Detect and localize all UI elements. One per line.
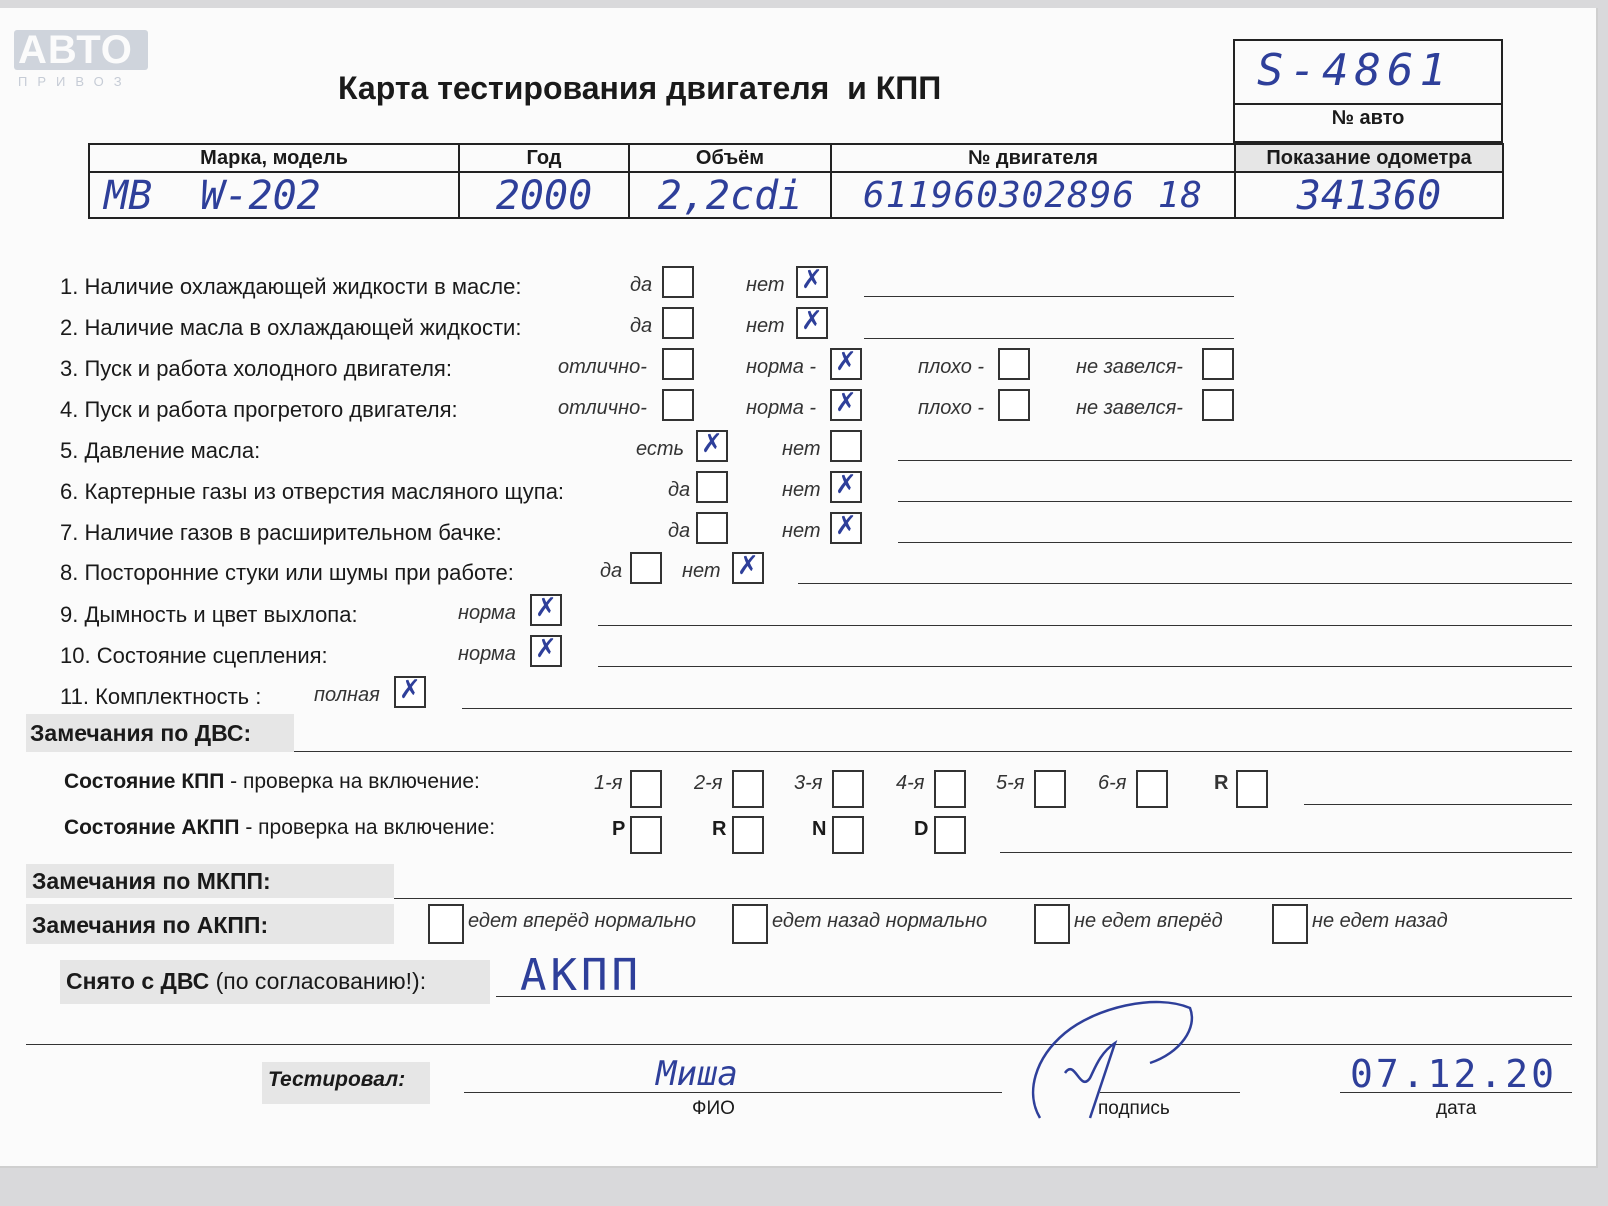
check-mark: ✗ (535, 634, 557, 664)
checkbox-da[interactable] (696, 471, 728, 503)
check-mark: ✗ (835, 388, 857, 418)
option-label: да (600, 560, 623, 582)
position-r-checkbox[interactable] (732, 816, 764, 854)
position-label: R (712, 818, 727, 840)
option-label: отлично- (558, 397, 647, 419)
option-label: да (630, 274, 653, 296)
auto-remarks-label: Замечания по АКПП: (32, 912, 269, 938)
manual-gearbox-label: Состояние КПП - проверка на включение: (64, 770, 480, 793)
option-label: нет (746, 315, 785, 337)
position-label: D (914, 818, 929, 840)
checkbox-plokho[interactable] (998, 348, 1030, 380)
tested-by-label: Тестировал: (268, 1068, 406, 1091)
year-caption: Год (460, 145, 628, 173)
checkbox-norma[interactable] (830, 348, 862, 380)
gear-4-checkbox[interactable] (934, 770, 966, 808)
name-line (464, 1092, 1002, 1093)
notes-line (898, 501, 1572, 502)
checkbox-net[interactable] (830, 512, 862, 544)
item-number: 3. (60, 356, 79, 381)
checkbox-otlichno[interactable] (662, 348, 694, 380)
gear-1-checkbox[interactable] (630, 770, 662, 808)
item-number: 9. (60, 602, 79, 627)
separator-line (26, 1044, 1572, 1045)
gear-label: R (1214, 772, 1229, 794)
gear-r-checkbox[interactable] (1236, 770, 1268, 808)
option-label: не завелся- (1076, 356, 1183, 378)
checkbox-norma[interactable] (830, 389, 862, 421)
tester-name-value: Миша (656, 1054, 738, 1094)
removed-label: Снято с ДВС (по согласованию!): (66, 968, 427, 994)
item-number: 2. (60, 315, 79, 340)
volume-cell (630, 145, 832, 217)
position-n-checkbox[interactable] (832, 816, 864, 854)
make-model-value: МВ W-202 (104, 173, 321, 219)
auto-gearbox-label: Состояние АКПП - проверка на включение: (64, 816, 496, 839)
checkbox-polnaya[interactable] (394, 676, 426, 708)
option-label: нет (682, 560, 721, 582)
logo-brand: АВТО (18, 28, 133, 72)
item-label: Посторонние стуки или шумы при работе: (84, 560, 514, 585)
checkbox-net[interactable] (830, 471, 862, 503)
page-title: Карта тестирования двигателя и КПП (338, 70, 942, 106)
item-number: 4. (60, 397, 79, 422)
checkbox-plokho[interactable] (998, 389, 1030, 421)
item-label: Комплектность : (95, 684, 262, 709)
no-forward-checkbox[interactable] (1034, 904, 1070, 944)
item-number: 11. (60, 684, 89, 709)
notes-line (864, 338, 1234, 339)
option-label: норма - (746, 356, 817, 378)
gear-label: 3-я (794, 772, 823, 794)
gear-label: 2-я (694, 772, 723, 794)
removed-line (496, 996, 1572, 997)
position-label: N (812, 818, 827, 840)
avto-privoz-logo (14, 30, 148, 70)
manual-gearbox-line (1304, 804, 1572, 805)
manual-remarks-label: Замечания по МКПП: (32, 868, 271, 894)
check-mark: ✗ (801, 265, 823, 295)
option-label: есть (636, 438, 685, 460)
date-value: 07.12.20 (1350, 1052, 1558, 1096)
option-label: плохо - (918, 397, 985, 419)
engine-remarks-label: Замечания по ДВС: (30, 720, 252, 746)
item-label: Давление масла: (84, 438, 261, 463)
odometer-caption: Показание одометра (1236, 145, 1502, 173)
auto-gearbox-line (1000, 852, 1572, 853)
option-label: да (630, 315, 653, 337)
notes-line (864, 296, 1234, 297)
position-d-checkbox[interactable] (934, 816, 966, 854)
signature-line (1100, 1092, 1240, 1093)
check-mark: ✗ (399, 675, 421, 705)
notes-line (798, 583, 1572, 584)
item-label: Пуск и работа холодного двигателя: (84, 356, 452, 381)
car-number-caption: № авто (1331, 107, 1405, 129)
date-line (1340, 1092, 1572, 1093)
date-caption: дата (1436, 1098, 1477, 1119)
check-mark: ✗ (801, 306, 823, 336)
engine-number-value: 611960302896 18 (862, 175, 1204, 216)
item-label: Наличие охлаждающей жидкости в масле: (84, 274, 522, 299)
notes-line (598, 625, 1572, 626)
checkbox-net[interactable] (796, 307, 828, 339)
engine-number-caption: № двигателя (832, 145, 1234, 173)
notes-line (898, 542, 1572, 543)
item-number: 10. (60, 643, 91, 668)
checkbox-da[interactable] (696, 512, 728, 544)
item-label: Состояние сцепления: (96, 643, 328, 668)
option-label: нет (782, 479, 821, 501)
option-label: полная (314, 684, 380, 706)
auto-option-label: не едет назад (1312, 910, 1448, 932)
item-number: 8. (60, 560, 79, 585)
checkbox-otlichno[interactable] (662, 389, 694, 421)
logo-tagline: ПРИВОЗ (18, 74, 132, 89)
notes-line (598, 666, 1572, 667)
option-label: нет (782, 520, 821, 542)
checkbox-est[interactable] (696, 430, 728, 462)
item-number: 1. (60, 274, 79, 299)
option-label: не завелся- (1076, 397, 1183, 419)
check-mark: ✗ (835, 347, 857, 377)
position-p-checkbox[interactable] (630, 816, 662, 854)
auto-option-label: не едет вперёд (1074, 910, 1223, 932)
forward-normal-checkbox[interactable] (428, 904, 464, 944)
option-label: норма - (746, 397, 817, 419)
car-number-box (1233, 39, 1503, 143)
make-model-cell (90, 145, 460, 217)
gear-6-checkbox[interactable] (1136, 770, 1168, 808)
make-model-caption: Марка, модель (90, 145, 458, 173)
volume-value: 2,2cdi (657, 173, 803, 219)
gear-label: 5-я (996, 772, 1025, 794)
item-label: Пуск и работа прогретого двигателя: (84, 397, 458, 422)
removed-value: АКПП (520, 950, 642, 1001)
option-label: да (668, 520, 691, 542)
engine-number-cell (832, 145, 1236, 217)
test-card (0, 8, 1598, 1168)
name-caption: ФИО (692, 1098, 735, 1119)
odometer-cell (1236, 145, 1502, 217)
item-number: 5. (60, 438, 79, 463)
option-label: да (668, 479, 691, 501)
option-label: плохо - (918, 356, 985, 378)
check-mark: ✗ (737, 551, 759, 581)
checkbox-ne-zavelsya[interactable] (1202, 389, 1234, 421)
volume-caption: Объём (630, 145, 830, 173)
gear-label: 1-я (594, 772, 623, 794)
checkbox-da[interactable] (662, 307, 694, 339)
gear-2-checkbox[interactable] (732, 770, 764, 808)
position-label: P (612, 818, 626, 840)
checkbox-ne-zavelsya[interactable] (1202, 348, 1234, 380)
item-label: Наличие газов в расширительном бачке: (84, 520, 502, 545)
checkbox-norma[interactable] (530, 635, 562, 667)
gear-label: 6-я (1098, 772, 1127, 794)
year-cell (460, 145, 630, 217)
notes-line (462, 708, 1572, 709)
item-number: 7. (60, 520, 79, 545)
auto-option-label: едет вперёд нормально (468, 910, 697, 932)
checkbox-net[interactable] (830, 430, 862, 462)
item-number: 6. (60, 479, 79, 504)
option-label: нет (746, 274, 785, 296)
option-label: норма (458, 643, 516, 665)
check-mark: ✗ (701, 429, 723, 459)
gear-3-checkbox[interactable] (832, 770, 864, 808)
reverse-normal-checkbox[interactable] (732, 904, 768, 944)
checkbox-da[interactable] (662, 266, 694, 298)
auto-option-label: едет назад нормально (772, 910, 988, 932)
gear-label: 4-я (896, 772, 925, 794)
gear-5-checkbox[interactable] (1034, 770, 1066, 808)
notes-line (898, 460, 1572, 461)
item-label: Дымность и цвет выхлопа: (84, 602, 358, 627)
no-reverse-checkbox[interactable] (1272, 904, 1308, 944)
checkbox-da[interactable] (630, 552, 662, 584)
year-value: 2000 (495, 173, 593, 219)
odometer-value: 341360 (1296, 173, 1442, 219)
car-number-value: S-4861 (1257, 45, 1452, 96)
check-mark: ✗ (835, 470, 857, 500)
option-label: норма (458, 602, 516, 624)
checkbox-net[interactable] (796, 266, 828, 298)
option-label: нет (782, 438, 821, 460)
item-label: Картерные газы из отверстия масляного щупа: (84, 479, 565, 504)
checkbox-norma[interactable] (530, 594, 562, 626)
engine-remarks-line (294, 751, 1572, 752)
check-mark: ✗ (535, 593, 557, 623)
option-label: отлично- (558, 356, 647, 378)
vehicle-info-table (88, 143, 1504, 219)
signature-caption: подпись (1098, 1098, 1170, 1119)
check-mark: ✗ (835, 511, 857, 541)
manual-remarks-line (394, 898, 1572, 899)
checkbox-net[interactable] (732, 552, 764, 584)
item-label: Наличие масла в охлаждающей жидкости: (84, 315, 522, 340)
